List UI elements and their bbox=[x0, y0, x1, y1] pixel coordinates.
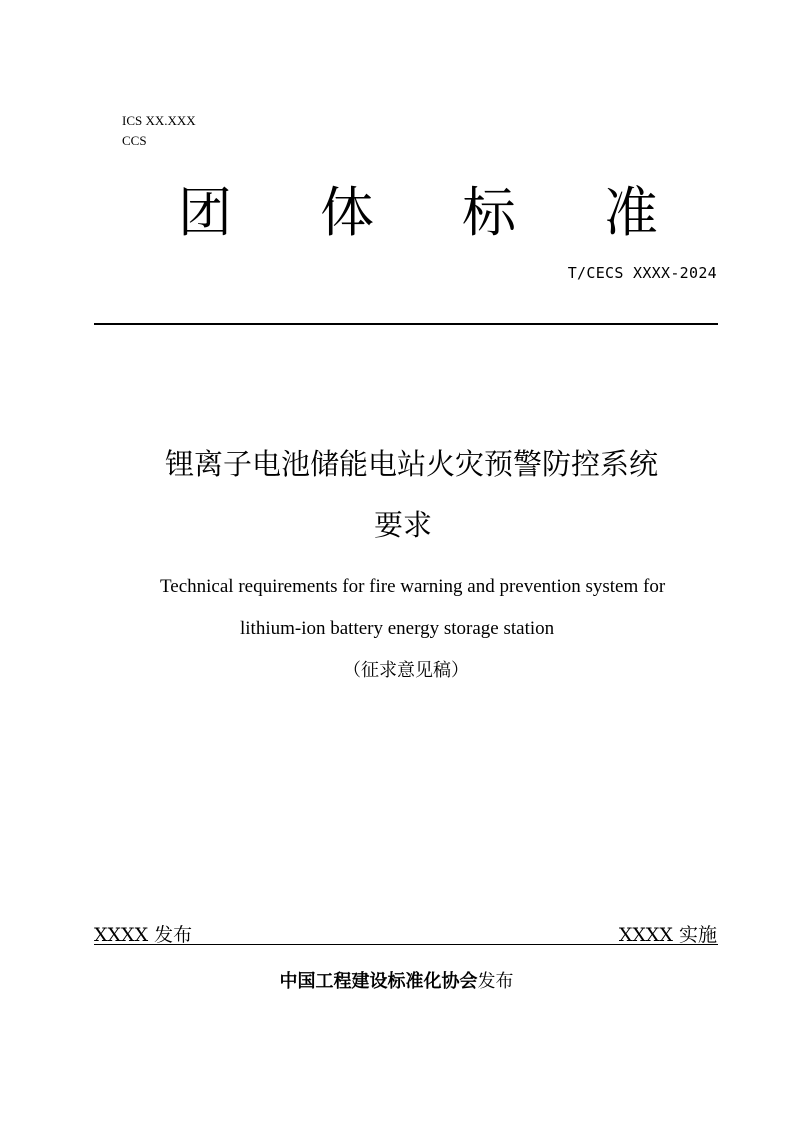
ics-code: ICS XX.XXX bbox=[122, 113, 196, 128]
document-type-title bbox=[178, 178, 658, 248]
ccs-code: CCS bbox=[122, 133, 147, 148]
draft-status: （征求意见稿） bbox=[343, 660, 469, 681]
document-type-char-3: 标 bbox=[462, 181, 516, 244]
standard-number: T/CECS XXXX-2024 bbox=[567, 264, 717, 282]
english-title-line-1: Technical requirements for fire warning and prevention system for bbox=[160, 576, 666, 597]
document-type-char-2: 体 bbox=[320, 181, 374, 244]
implementation-date: XXXX 实施 bbox=[618, 924, 717, 946]
issue-date: XXXX 发布 bbox=[94, 924, 193, 946]
top-divider bbox=[94, 323, 718, 325]
ics-ccs-block bbox=[122, 111, 196, 151]
chinese-title-line-2: 要求 bbox=[374, 508, 433, 542]
bottom-divider bbox=[94, 944, 718, 945]
publisher-suffix: 发布 bbox=[477, 971, 514, 992]
document-type-char-4: 准 bbox=[604, 181, 658, 244]
english-title-line-2: lithium-ion battery energy storage station bbox=[240, 618, 555, 639]
publisher-line bbox=[0, 970, 793, 994]
chinese-title-line-1: 锂离子电池储能电站火灾预警防控系统 bbox=[165, 447, 659, 481]
document-type-char-1: 团 bbox=[178, 181, 232, 244]
publisher-organization: 中国工程建设标准化协会 bbox=[279, 971, 478, 992]
